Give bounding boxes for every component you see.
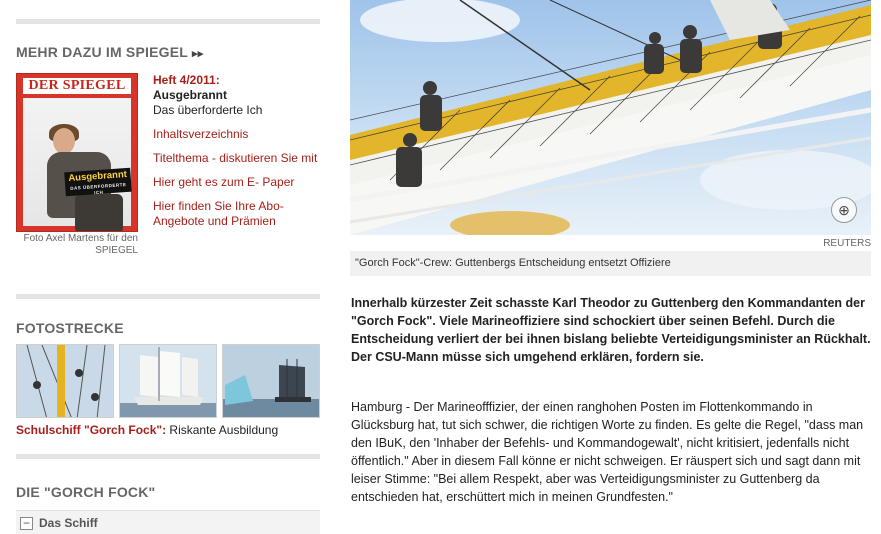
gallery-thumbnail-3-image — [223, 345, 320, 418]
magazine-logo: DER SPIEGEL — [23, 78, 131, 94]
image-credit: REUTERS — [823, 238, 871, 249]
section-divider — [16, 454, 320, 459]
gallery-thumbnail-3[interactable] — [222, 344, 320, 418]
cover-photo — [23, 98, 131, 226]
more-section-title-text: MEHR DAZU IM SPIEGEL — [16, 44, 189, 60]
zoom-icon[interactable]: ⊕ — [831, 197, 857, 223]
link-discuss-title-topic[interactable]: Titelthema - diskutieren Sie mit — [153, 151, 318, 165]
article-body: Hamburg - Der Marineofffizier, der einen ranghohen Posten im Flottenkommando in Glücksburg hat, tut sich schwer, die richtigen Worte zu finden. Es gelte die Regel, "dass man den IBuK, den 'Inhaber der Befehls- und Kommandogewalt', nicht kritisiert, jedenfalls nicht öffentlich." Aber in diesem Fall könne er nicht schweigen. Er räuspert sich und sagt dann mit leiser Stimme: "Bei allem Respekt, aber was Verteidigungsminister zu Guttenberg da entschieden hat, erschüttert mich in meinen Grundfesten." — [351, 400, 864, 504]
link-subscription-offers[interactable]: Hier finden Sie Ihre Abo-Angebote und Prämien — [153, 199, 284, 228]
gallery-caption-text: Riskante Ausbildung — [166, 423, 279, 437]
article-hero-image[interactable] — [350, 0, 871, 235]
issue-title[interactable]: Ausgebrannt — [153, 88, 228, 102]
more-section-title[interactable] — [16, 44, 203, 60]
cover-badge-text: Ausgebrannt — [68, 168, 128, 185]
cover-badge-subtext: DAS ÜBERFORDERTE ICH — [70, 182, 127, 196]
cover-photo-credit: Foto Axel Martens für den SPIEGEL — [23, 233, 138, 256]
magazine-links — [153, 73, 320, 229]
collapse-icon[interactable]: − — [20, 517, 33, 530]
cover-person-legs — [75, 194, 123, 232]
topic-section-title: DIE "GORCH FOCK" — [16, 484, 156, 500]
gallery-thumbnail-1-image — [17, 345, 114, 418]
gallery-thumbnail-2[interactable] — [119, 344, 217, 418]
hero-photo — [350, 0, 871, 235]
cover-badge — [64, 168, 132, 197]
double-arrow-icon: ▸▸ — [192, 48, 204, 60]
link-table-of-contents[interactable]: Inhaltsverzeichnis — [153, 127, 249, 141]
gallery-section-title: FOTOSTRECKE — [16, 320, 124, 336]
issue-label[interactable]: Heft 4/2011: — [153, 73, 220, 87]
expander-ship[interactable] — [16, 510, 320, 534]
link-e-paper[interactable]: Hier geht es zum E- Paper — [153, 175, 295, 189]
issue-subtitle: Das überforderte Ich — [153, 103, 263, 117]
section-divider — [16, 19, 320, 24]
magazine-cover-image[interactable] — [16, 73, 138, 232]
gallery-thumbnail-2-image — [120, 345, 217, 418]
expander-label[interactable]: Das Schiff — [39, 516, 98, 530]
cover-person-head — [53, 128, 75, 154]
section-divider — [16, 294, 320, 299]
image-caption: "Gorch Fock"-Crew: Guttenbergs Entscheidung entsetzt Offiziere — [350, 251, 871, 276]
gallery-caption — [16, 423, 278, 437]
gallery-caption-link[interactable]: Schulschiff "Gorch Fock": — [16, 423, 167, 437]
gallery-thumbnail-1[interactable] — [16, 344, 114, 418]
article-lead: Innerhalb kürzester Zeit schasste Karl Theodor zu Guttenberg den Kommandanten der "Gorch Fock". Viele Marineoffiziere sind schockiert über seinen Befehl. Durch die Entscheidung verliert der bei ihnen bislang beliebte Verteidigungsminister an Rückhalt. Der CSU-Mann müsse sich umgehend erklären, fordern sie. — [351, 296, 871, 364]
